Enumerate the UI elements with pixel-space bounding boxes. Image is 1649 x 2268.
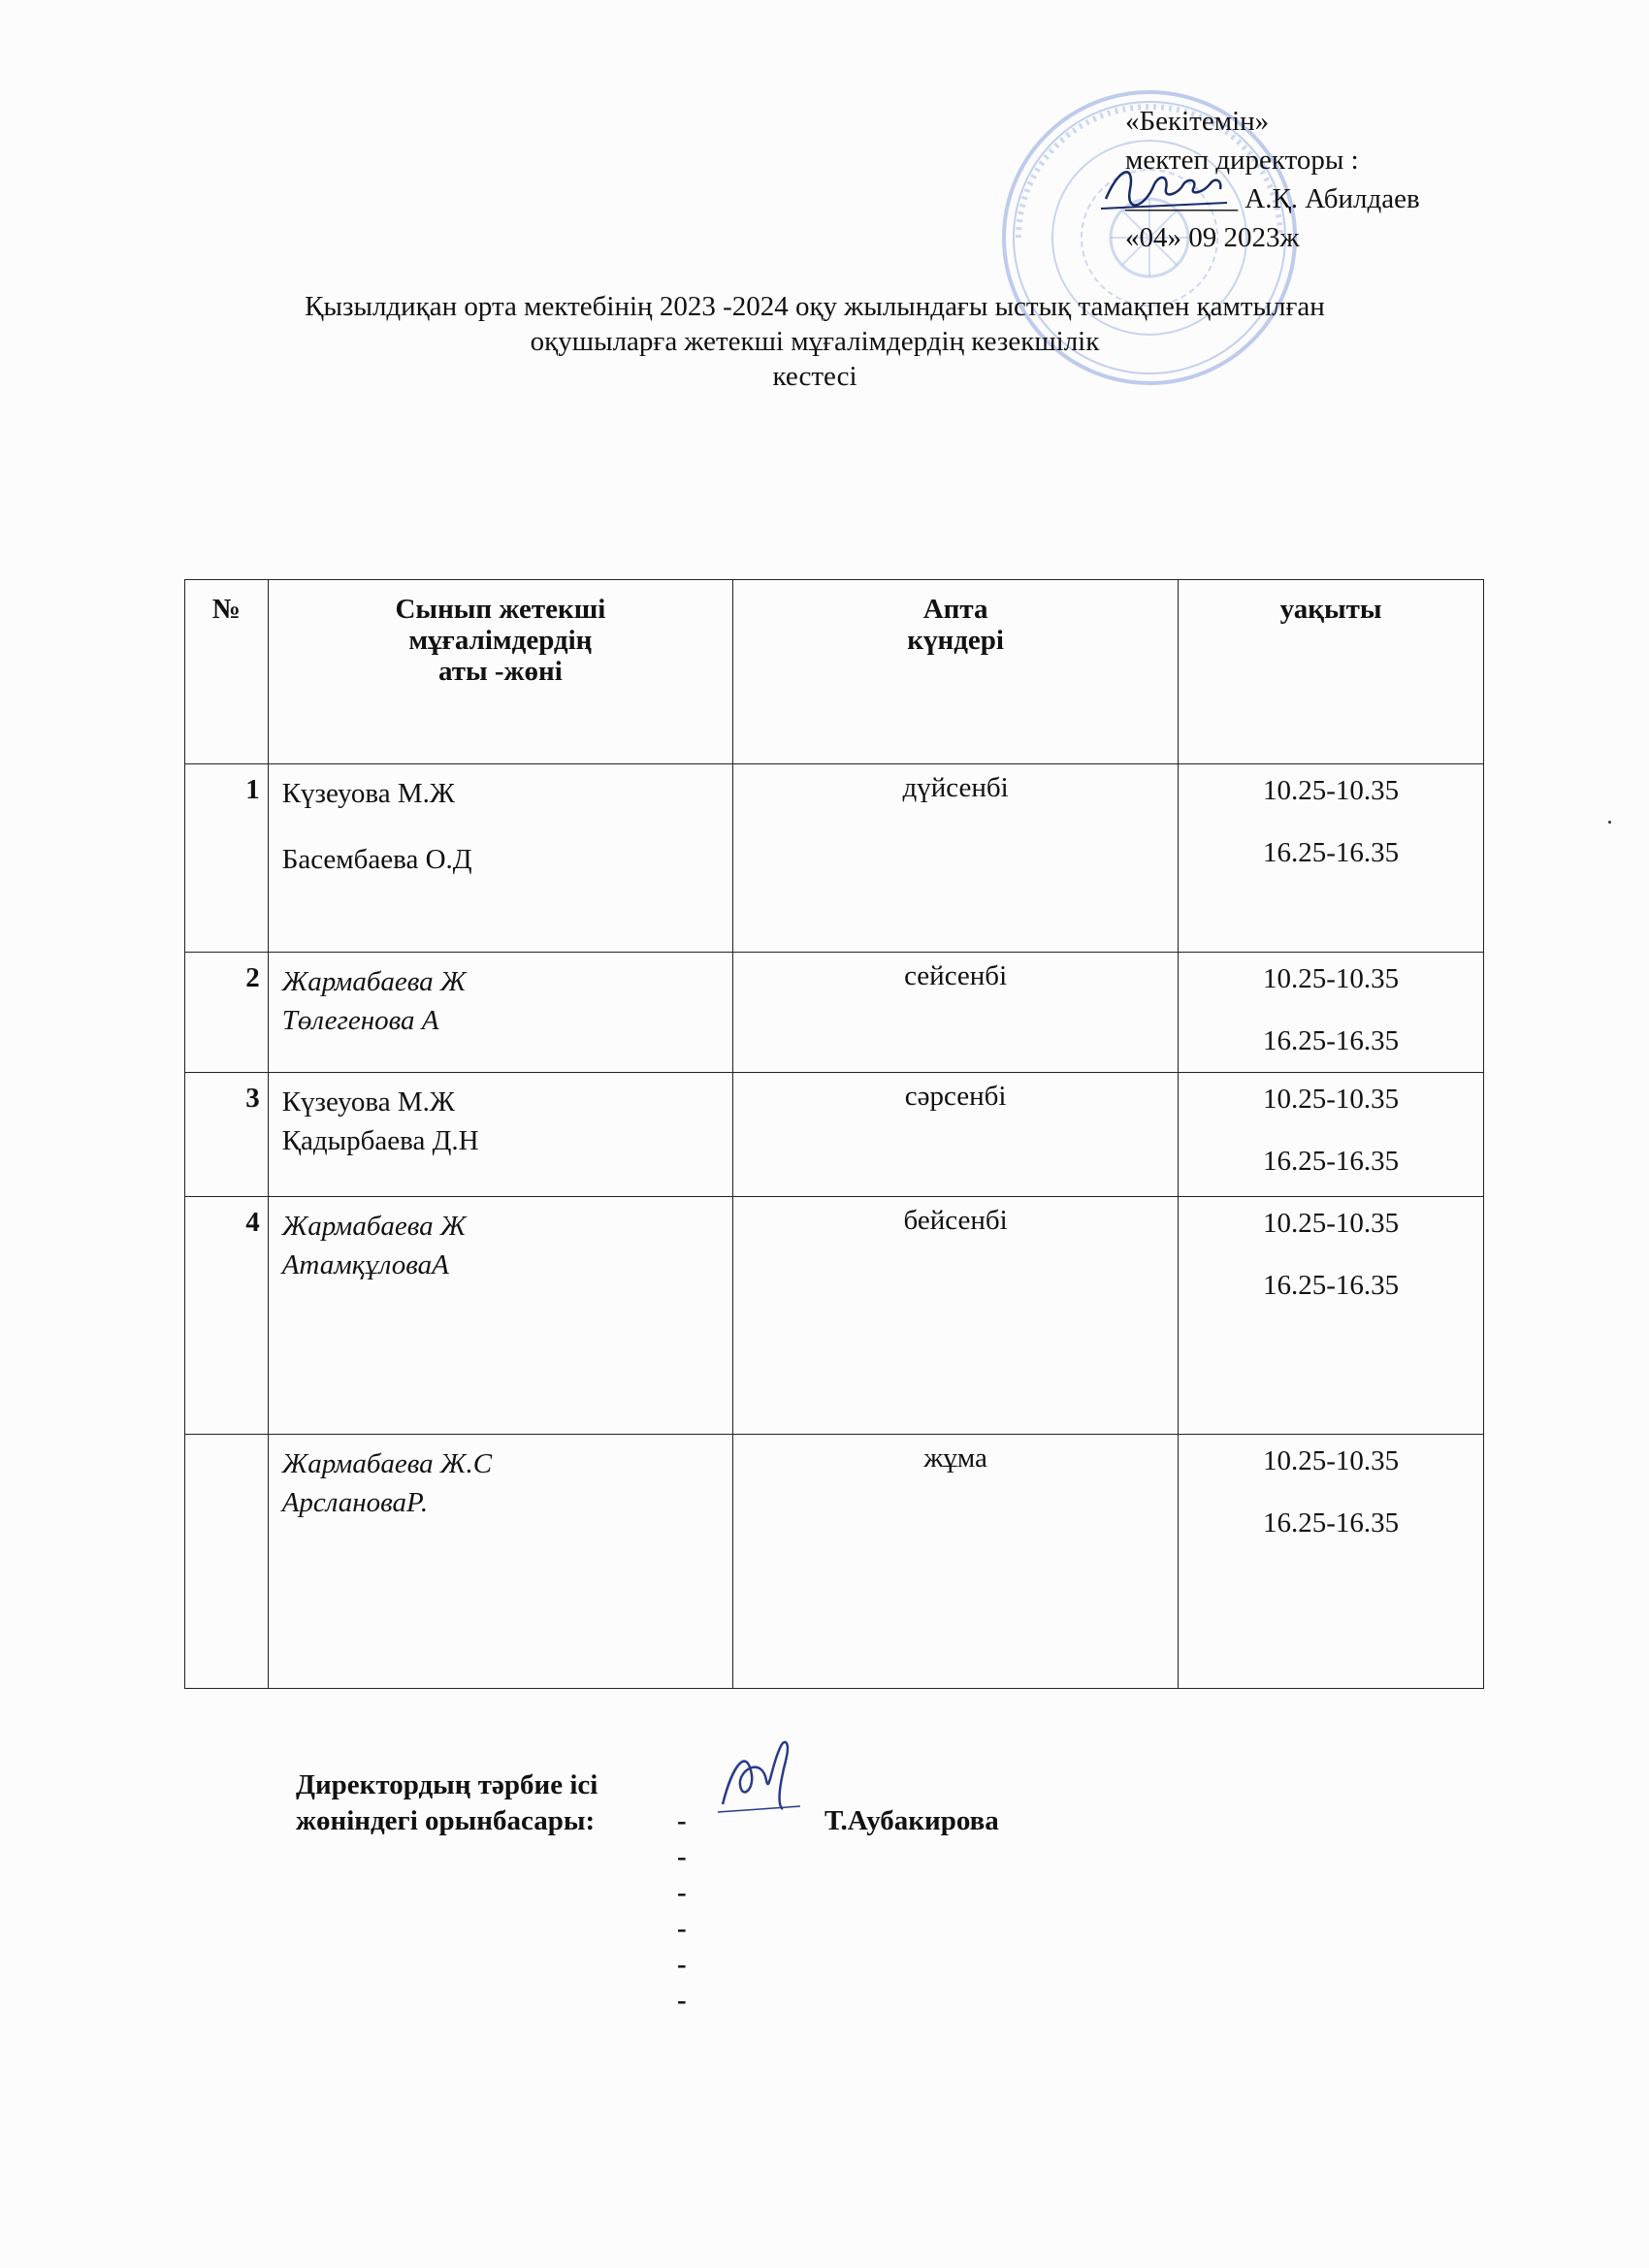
row-weekday: сейсенбі	[733, 953, 1179, 1073]
deputy-name: Т.Аубакирова	[824, 1805, 999, 1836]
approval-heading: «Бекітемін»	[1125, 106, 1270, 137]
time-slot: 10.25-10.35	[1262, 1084, 1400, 1115]
row-weekday: дүйсенбі	[733, 764, 1179, 953]
header-time	[1179, 580, 1484, 764]
approval-date: «04» 09 2023ж	[1125, 222, 1300, 253]
teacher-name: Қадырбаева Д.Н	[281, 1125, 479, 1156]
title-line-3: кестесі	[772, 361, 857, 392]
header-weekdays	[733, 580, 1179, 764]
header-days-line-1: Апта	[922, 594, 988, 625]
time-slot: 10.25-10.35	[1262, 1445, 1400, 1476]
row-teachers	[268, 1197, 732, 1435]
teacher-name: Басембаева О.Д	[281, 844, 472, 875]
time-slot: 16.25-16.35	[1262, 1507, 1400, 1539]
row-number: 2	[185, 953, 269, 1073]
header-names-line-1: Сынып жетекші	[395, 594, 606, 625]
teacher-name: Күзеуова М.Ж	[281, 778, 455, 809]
table-row	[185, 764, 1484, 953]
table-row	[185, 1073, 1484, 1197]
approval-director-name: ________ А.Қ. Абилдаев	[1125, 183, 1420, 214]
header-names-line-3: аты -жөні	[437, 656, 563, 687]
deputy-title-line-1: Директордың тәрбие ісі	[296, 1769, 598, 1800]
director-signature	[1096, 160, 1232, 218]
approval-position: мектеп директоры :	[1125, 145, 1359, 176]
time-slot: 16.25-16.35	[1262, 1270, 1400, 1301]
row-teachers	[268, 1073, 732, 1197]
header-teacher-names	[268, 580, 732, 764]
header-names-line-2: мұғалімдердің	[408, 625, 593, 656]
table-header-row	[185, 580, 1484, 764]
teacher-name: Жармабаева Ж.С	[281, 1448, 493, 1479]
row-weekday: сәрсенбі	[733, 1073, 1179, 1197]
row-time	[1179, 953, 1484, 1073]
deputy-signature-block	[296, 1767, 999, 2016]
header-days-line-2: күндері	[907, 625, 1004, 656]
teacher-name: Төлегенова А	[281, 1005, 439, 1036]
teacher-name: Жармабаева Ж	[281, 966, 467, 997]
teacher-name: АтамқұловаА	[281, 1249, 449, 1280]
row-number: 1	[185, 764, 269, 953]
duty-schedule-table	[184, 579, 1484, 1689]
row-number: 3	[185, 1073, 269, 1197]
row-weekday: бейсенбі	[733, 1197, 1179, 1435]
table-row	[185, 1197, 1484, 1435]
row-teachers	[268, 1435, 732, 1689]
time-slot: 16.25-16.35	[1262, 1146, 1400, 1177]
teacher-name: АрслановаР.	[281, 1487, 429, 1518]
row-time	[1179, 764, 1484, 953]
row-teachers	[268, 764, 732, 953]
title-line-1: Қызылдиқан орта мектебінің 2023 -2024 оқу жылындағы ыстық тамақпен қамтылған	[305, 291, 1325, 322]
time-slot: 16.25-16.35	[1262, 837, 1400, 868]
time-slot: 10.25-10.35	[1262, 1208, 1400, 1239]
time-slot: 16.25-16.35	[1262, 1025, 1400, 1056]
scan-speck	[1608, 821, 1611, 824]
deputy-signature	[713, 1727, 810, 1824]
teacher-name: Жармабаева Ж	[281, 1211, 467, 1242]
deputy-title-line-2: жөніндегі орынбасары:	[296, 1805, 596, 1836]
row-teachers	[268, 953, 732, 1073]
time-slot: 10.25-10.35	[1262, 963, 1400, 994]
teacher-name: Күзеуова М.Ж	[281, 1086, 455, 1118]
row-number: 4	[185, 1197, 269, 1435]
row-time	[1179, 1435, 1484, 1689]
signature-line: ------	[677, 1805, 687, 2016]
row-number	[185, 1435, 269, 1689]
header-number	[185, 580, 269, 764]
document-title	[194, 289, 1436, 394]
row-time	[1179, 1197, 1484, 1435]
table-row	[185, 1435, 1484, 1689]
title-line-2: оқушыларға жетекші мұғалімдердің кезекшілік	[530, 326, 1100, 357]
row-weekday: жұма	[733, 1435, 1179, 1689]
table-row	[185, 953, 1484, 1073]
time-slot: 10.25-10.35	[1262, 775, 1400, 806]
header-number-label: №	[211, 594, 241, 625]
header-time-label: уақыты	[1279, 594, 1382, 625]
row-time	[1179, 1073, 1484, 1197]
